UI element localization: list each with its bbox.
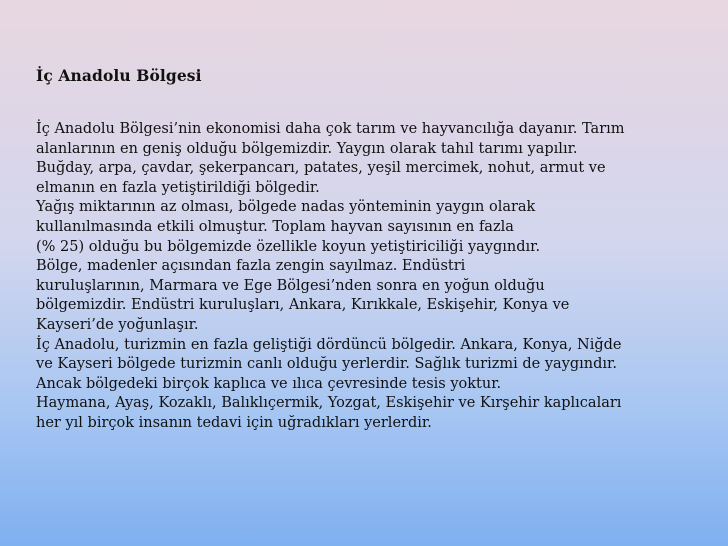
body-line: Buğday, arpa, çavdar, şekerpancarı, patates, yeşil mercimek, nohut, armut ve (36, 160, 606, 177)
body-line: (% 25) olduğu bu bölgemizde özellikle koyun yetiştiriciliği yaygındır. (36, 238, 541, 255)
slide-title: İç Anadolu Bölgesi (36, 66, 202, 85)
body-line: bölgemizdir. Endüstri kuruluşları, Ankara, Kırıkkale, Eskişehir, Konya ve (36, 297, 570, 314)
body-line: İç Anadolu Bölgesi’nin ekonomisi daha çok tarım ve hayvancılığa dayanır. Tarım (36, 121, 625, 137)
body-line: Ancak bölgedeki birçok kaplıca ve ılıca çevresinde tesis yoktur. (36, 375, 502, 392)
body-line: Yağış miktarının az olması, bölgede nadas yönteminin yaygın olarak (36, 199, 536, 216)
body-line: Kayseri’de yoğunlaşır. (36, 316, 199, 333)
body-line: İç Anadolu, turizmin en fazla geliştiği dördüncü bölgedir. Ankara, Konya, Niğde (36, 336, 622, 353)
body-line: Haymana, Ayaş, Kozaklı, Balıklıçermik, Yozgat, Eskişehir ve Kırşehir kaplıcaları (36, 395, 622, 412)
body-line: elmanın en fazla yetiştirildiği bölgedir. (36, 179, 320, 196)
body-line: kuruluşlarının, Marmara ve Ege Bölgesi’nden sonra en yoğun olduğu (36, 277, 545, 294)
slide-body (36, 120, 716, 434)
body-line: Bölge, madenler açısından fazla zengin sayılmaz. Endüstri (36, 258, 466, 275)
body-line: ve Kayseri bölgede turizmin canlı olduğu yerlerdir. Sağlık turizmi de yaygındır. (36, 356, 618, 373)
body-line: kullanılmasında etkili olmuştur. Toplam hayvan sayısının en fazla (36, 218, 514, 235)
body-line: her yıl birçok insanın tedavi için uğradıkları yerlerdir. (36, 414, 432, 431)
body-line: alanlarının en geniş olduğu bölgemizdir. Yaygın olarak tahıl tarımı yapılır. (36, 140, 578, 157)
